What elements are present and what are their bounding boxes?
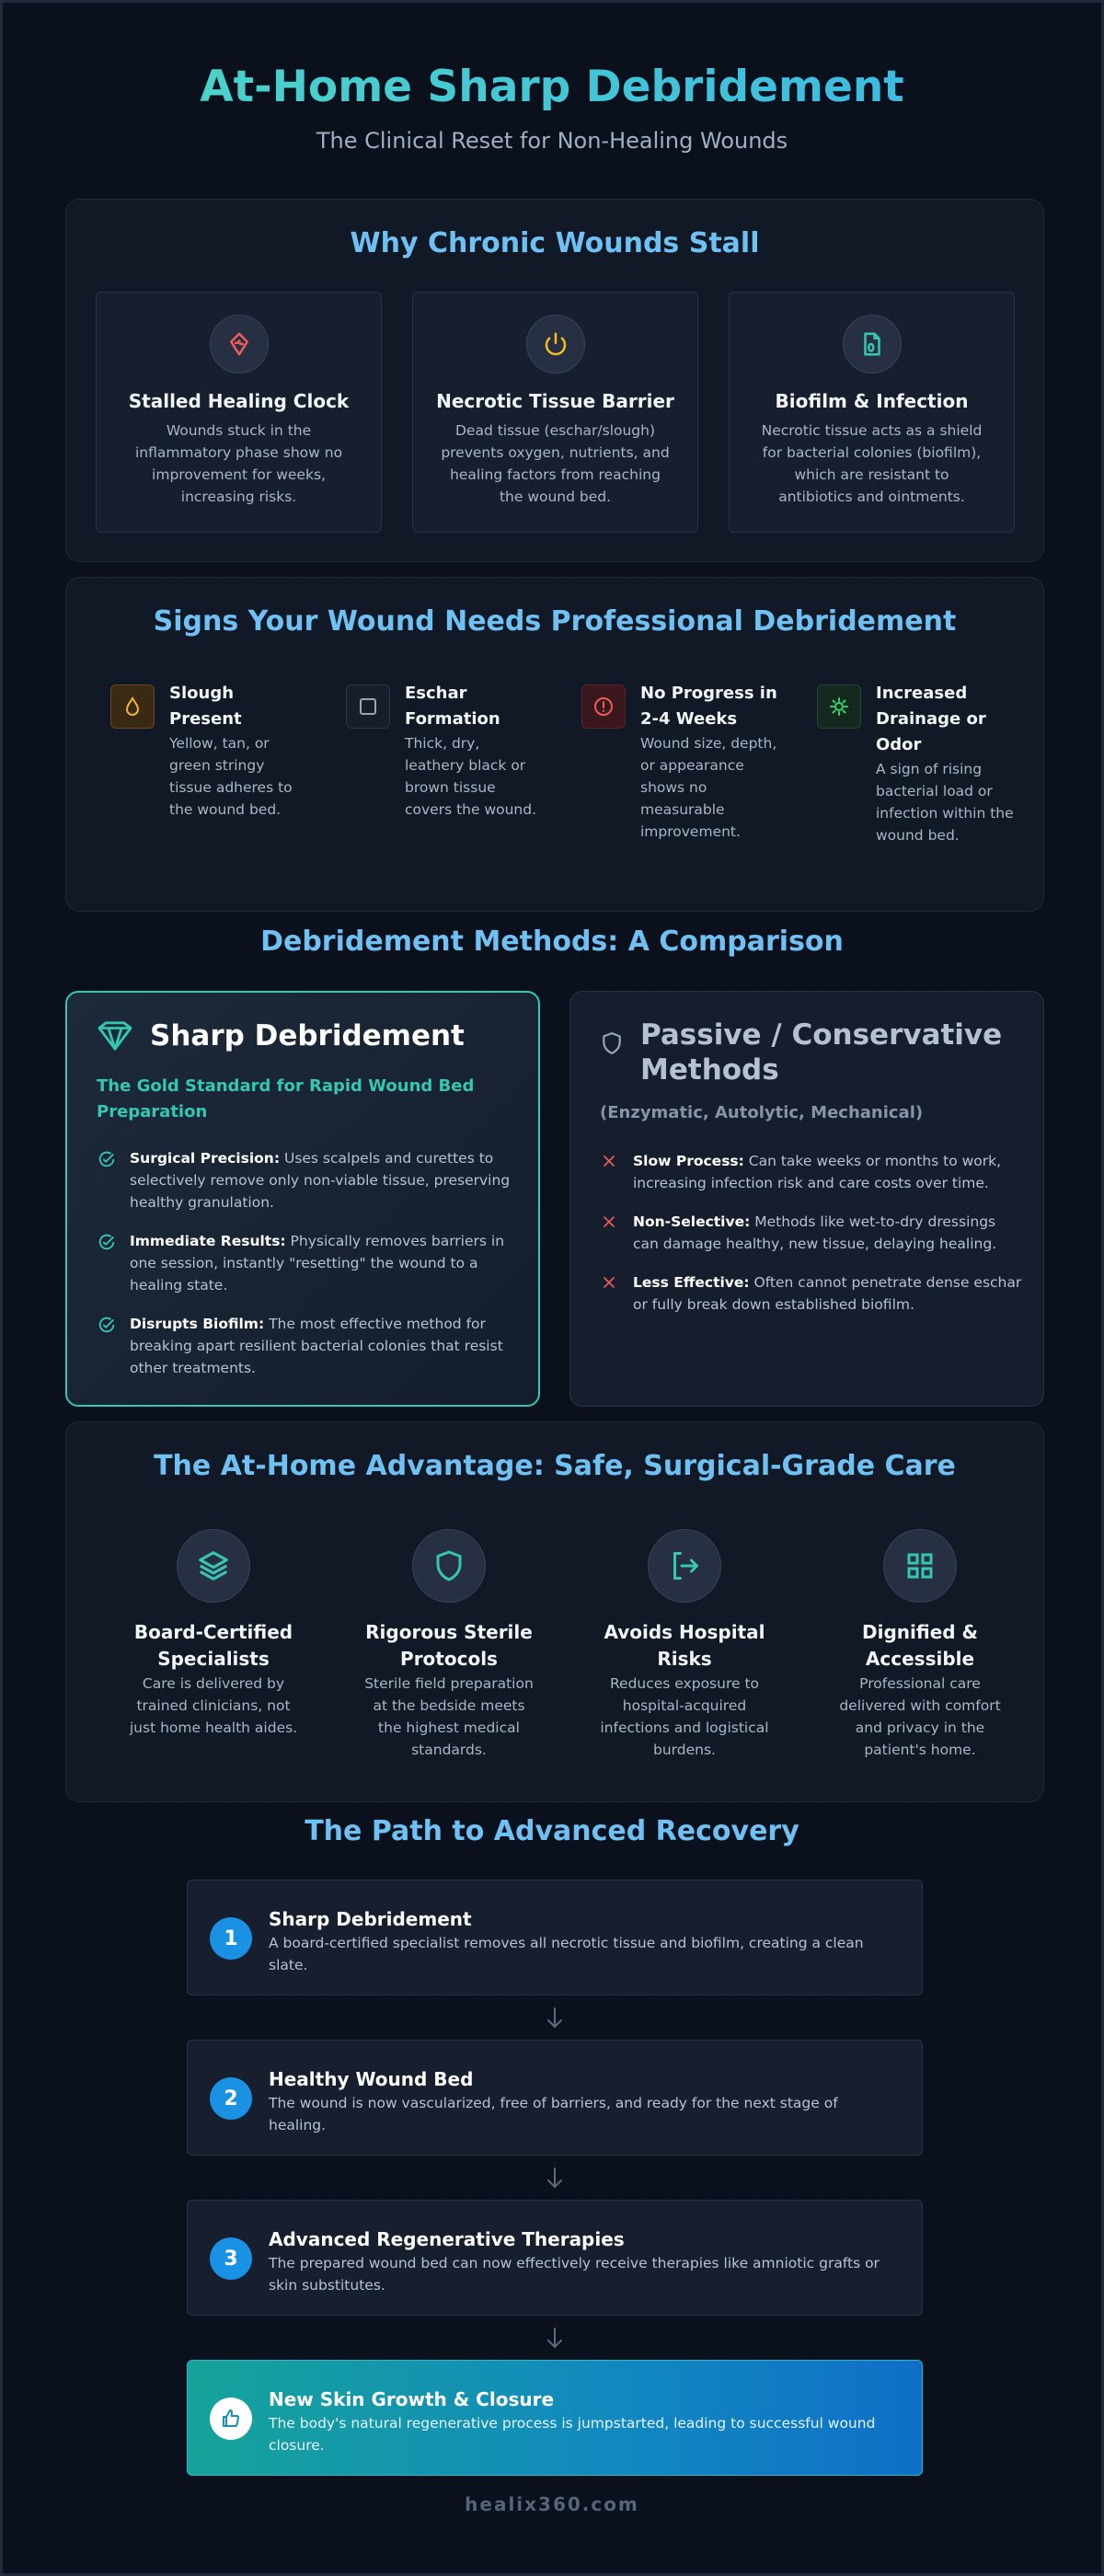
- advantage-text: Care is delivered by trained clinicians, not just home health aides.: [129, 1675, 298, 1736]
- footer-website: healix360.com: [465, 2493, 639, 2515]
- grid-icon: [883, 1529, 957, 1603]
- sharp-debridement-card: [65, 991, 540, 1407]
- exit-icon: [648, 1529, 721, 1603]
- x-icon: [600, 1150, 633, 1194]
- drawback-item: [600, 1211, 1023, 1255]
- benefit-text: The most effective method for breaking apart resilient bacterial colonies that resist other treatments.: [130, 1316, 503, 1376]
- advantage-item: [331, 1529, 567, 1761]
- benefit-item: [97, 1147, 520, 1213]
- power-icon: [526, 315, 585, 374]
- page-subtitle: The Clinical Reset for Non-Healing Wounds: [316, 128, 788, 154]
- step-title: Healthy Wound Bed: [269, 2068, 474, 2090]
- drawback-text: Often cannot penetrate dense eschar or fully break down established biofilm.: [633, 1274, 1022, 1313]
- benefit-item: [97, 1313, 520, 1379]
- x-icon: [600, 1211, 633, 1255]
- recovery-step: [187, 1880, 923, 1995]
- advantage-title: Board-Certified Specialists: [133, 1621, 293, 1670]
- sign-title: Slough Present: [169, 684, 242, 729]
- recovery-step: [187, 2200, 923, 2316]
- shield-icon: [600, 1018, 624, 1060]
- sign-title: Increased Drainage or Odor: [876, 684, 986, 754]
- file-bacteria-icon: [843, 315, 902, 374]
- section-title: The At-Home Advantage: Safe, Surgical-Grade Care: [154, 1450, 956, 1482]
- arrow-down-icon: [544, 2325, 566, 2351]
- card-title: Biofilm & Infection: [775, 390, 969, 412]
- at-home-advantage-section: [65, 1421, 1044, 1802]
- step-title: Advanced Regenerative Therapies: [269, 2228, 625, 2250]
- step-text: The body's natural regenerative process is jumpstarted, leading to successful wound closure.: [269, 2415, 876, 2454]
- advantage-item: [802, 1529, 1038, 1761]
- stall-card: [729, 292, 1015, 533]
- card-text: Wounds stuck in the inflammatory phase show no improvement for weeks, increasing risks.: [134, 422, 343, 505]
- signs-section: [65, 577, 1044, 912]
- path-title: The Path to Advanced Recovery: [305, 1815, 799, 1847]
- sign-item: [110, 681, 346, 846]
- sign-text: Thick, dry, leathery black or brown tissue covers the wound.: [405, 735, 537, 818]
- section-title: Why Chronic Wounds Stall: [350, 227, 760, 259]
- sign-title: No Progress in 2-4 Weeks: [640, 684, 777, 729]
- benefit-text: Physically removes barriers in one session, instantly "resetting" the wound to a healing state.: [130, 1233, 505, 1294]
- step-text: A board-certified specialist removes all necrotic tissue and biofilm, creating a clean slate.: [269, 1935, 864, 1973]
- bacteria-icon: [817, 684, 861, 729]
- check-circle-icon: [97, 1313, 130, 1379]
- drawback-text: Can take weeks or months to work, increasing infection risk and care costs over time.: [633, 1153, 1002, 1191]
- benefit-label: Immediate Results:: [130, 1233, 286, 1249]
- benefit-item: [97, 1230, 520, 1296]
- stall-card: [412, 292, 698, 533]
- section-title: Signs Your Wound Needs Professional Debridement: [153, 605, 957, 638]
- x-icon: [600, 1271, 633, 1316]
- sign-item: [346, 681, 581, 846]
- card-title: Passive / Conservative Methods: [640, 1018, 1003, 1087]
- comparison-title: Debridement Methods: A Comparison: [260, 926, 844, 958]
- advantage-text: Professional care delivered with comfort and privacy in the patient's home.: [839, 1675, 1001, 1758]
- advantage-title: Avoids Hospital Risks: [604, 1621, 765, 1670]
- advantage-title: Rigorous Sterile Protocols: [365, 1621, 533, 1670]
- arrow-down-icon: [544, 2005, 566, 2030]
- diamond-icon: [97, 1018, 133, 1055]
- check-circle-icon: [97, 1147, 130, 1213]
- sign-text: A sign of rising bacterial load or infection within the wound bed.: [876, 761, 1014, 844]
- card-title: Stalled Healing Clock: [128, 390, 350, 412]
- card-title: Necrotic Tissue Barrier: [436, 390, 674, 412]
- sign-text: Wound size, depth, or appearance shows no measurable improvement.: [640, 735, 777, 840]
- sign-text: Yellow, tan, or green stringy tissue adheres to the wound bed.: [169, 735, 293, 818]
- step-text: The prepared wound bed can now effectively receive therapies like amniotic grafts or skin substitutes.: [269, 2255, 880, 2294]
- benefit-label: Surgical Precision:: [130, 1150, 281, 1167]
- advantage-text: Sterile field preparation at the bedside meets the highest medical standards.: [364, 1675, 534, 1758]
- recovery-step-final: [187, 2360, 923, 2476]
- heart-pulse-icon: [210, 315, 269, 374]
- why-wounds-stall-section: [65, 199, 1044, 562]
- step-number: 3: [210, 2237, 252, 2280]
- drawback-item: [600, 1150, 1023, 1194]
- square-icon: [346, 684, 390, 729]
- drawback-text: Methods like wet-to-dry dressings can damage healthy, new tissue, delaying healing.: [633, 1213, 997, 1252]
- sign-item: [581, 681, 817, 846]
- step-number: 1: [210, 1917, 252, 1960]
- step-number: 2: [210, 2077, 252, 2120]
- step-title: Sharp Debridement: [269, 1908, 472, 1930]
- advantage-title: Dignified & Accessible: [862, 1621, 978, 1670]
- shield-icon: [412, 1529, 486, 1603]
- card-subtitle: The Gold Standard for Rapid Wound Bed Preparation: [97, 1076, 475, 1121]
- advantage-item: [96, 1529, 331, 1761]
- step-text: The wound is now vascularized, free of barriers, and ready for the next stage of healing.: [269, 2095, 838, 2133]
- arrow-down-icon: [544, 2165, 566, 2191]
- alert-circle-icon: [581, 684, 626, 729]
- hero: [3, 60, 1101, 154]
- sign-title: Eschar Formation: [405, 684, 500, 729]
- card-text: Necrotic tissue acts as a shield for bacterial colonies (biofilm), which are resistant to antibiotics and ointments.: [761, 422, 983, 505]
- sign-item: [817, 681, 1052, 846]
- drawback-item: [600, 1271, 1023, 1316]
- benefit-label: Disrupts Biofilm:: [130, 1316, 265, 1332]
- benefit-text: Uses scalpels and curettes to selectively remove only non-viable tissue, preserving healthy granulation.: [130, 1150, 511, 1211]
- recovery-step: [187, 2040, 923, 2156]
- advantage-text: Reduces exposure to hospital-acquired infections and logistical burdens.: [600, 1675, 769, 1758]
- card-title: Sharp Debridement: [150, 1019, 465, 1052]
- thumbs-up-icon: [210, 2398, 252, 2440]
- card-subtitle: (Enzymatic, Autolytic, Mechanical): [600, 1103, 924, 1122]
- step-title: New Skin Growth & Closure: [269, 2388, 555, 2410]
- advantage-item: [567, 1529, 802, 1761]
- droplet-icon: [110, 684, 155, 729]
- layers-icon: [177, 1529, 250, 1603]
- check-circle-icon: [97, 1230, 130, 1296]
- drawback-label: Less Effective:: [633, 1274, 750, 1291]
- passive-methods-card: [569, 991, 1044, 1407]
- card-text: Dead tissue (eschar/slough) prevents oxygen, nutrients, and healing factors from reaching the wound bed.: [441, 422, 670, 505]
- page-title: At-Home Sharp Debridement: [3, 60, 1101, 115]
- drawback-label: Slow Process:: [633, 1153, 744, 1169]
- drawback-label: Non-Selective:: [633, 1213, 751, 1230]
- stall-card: [96, 292, 382, 533]
